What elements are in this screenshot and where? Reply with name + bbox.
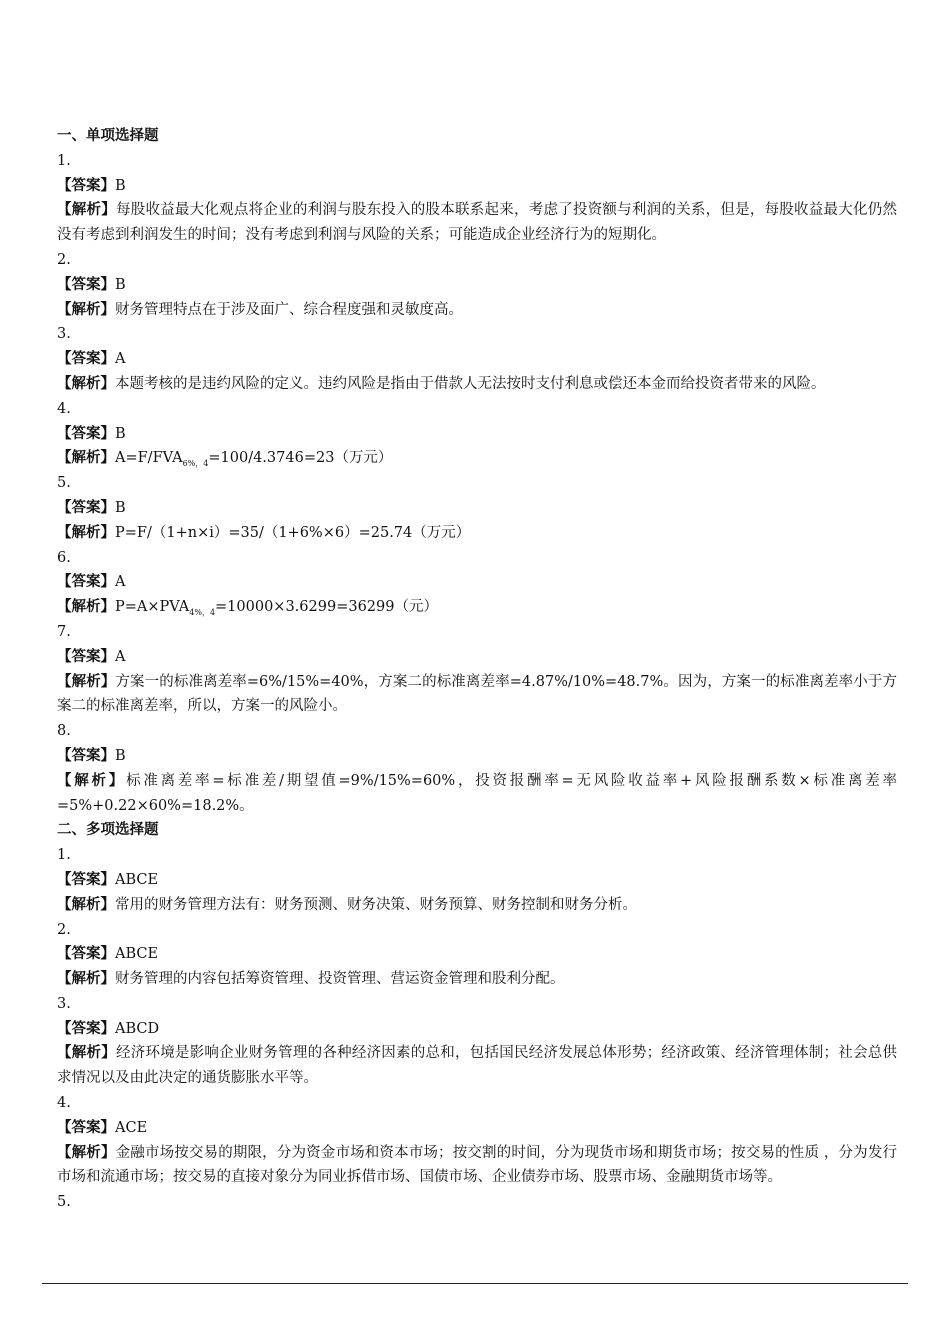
answer-label: 【答案】 <box>57 276 115 293</box>
answer-label: 【答案】 <box>57 177 115 194</box>
analysis-label: 【解析】 <box>57 202 116 219</box>
analysis-label: 【解析】 <box>57 772 127 789</box>
analysis-label: 【解析】 <box>57 1045 116 1062</box>
question-number: 7. <box>57 623 71 640</box>
formula-subscript: 6%，4 <box>182 459 209 469</box>
analysis-line <box>57 521 897 546</box>
analysis-line <box>57 298 897 323</box>
answer-label: 【答案】 <box>57 1119 115 1136</box>
analysis-line <box>57 446 897 471</box>
analysis-line <box>57 893 897 918</box>
answer-value: A <box>115 351 126 368</box>
answer-value: ABCD <box>115 1020 160 1037</box>
answer-line <box>57 570 897 595</box>
answer-line <box>57 645 897 670</box>
analysis-text: 标准离差率=标准差/期望值=9%/15%=60%，投资报酬率=无风险收益率+风险报酬系数×标准离差率=5%+0.22×60%=18.2%。 <box>57 772 898 814</box>
analysis-label: 【解析】 <box>57 896 115 913</box>
question-number: 2. <box>57 921 71 938</box>
question-number: 8. <box>57 723 71 740</box>
answer-value: ABCE <box>115 871 159 888</box>
answer-value: ABCE <box>115 946 159 963</box>
formula-subscript: 4%，4 <box>189 608 216 618</box>
question-number: 1. <box>57 847 71 864</box>
answer-label: 【答案】 <box>57 946 115 963</box>
answer-line <box>57 422 897 447</box>
answer-value: ACE <box>115 1119 148 1136</box>
analysis-label: 【解析】 <box>57 599 115 616</box>
analysis-text: 经济环境是影响企业财务管理的各种经济因素的总和，包括国民经济发展总体形势；经济政策、经济管理体制；社会总供求情况以及由此决定的通货膨胀水平等。 <box>57 1045 897 1087</box>
answer-line <box>57 744 897 769</box>
section-title-multiple-choice: 二、多项选择题 <box>57 822 159 839</box>
answer-line <box>57 347 897 372</box>
analysis-line <box>57 1041 897 1091</box>
analysis-line <box>57 595 897 620</box>
analysis-label: 【解析】 <box>57 375 115 392</box>
answer-label: 【答案】 <box>57 425 115 442</box>
answer-value: B <box>115 276 126 293</box>
answer-line <box>57 174 897 199</box>
answer-value: A <box>115 648 126 665</box>
answer-line <box>57 942 897 967</box>
analysis-text: 方案一的标准离差率=6%/15%=40%，方案二的标准离差率=4.87%/10%=48.7%。因为，方案一的标准离差率小于方案二的标准离差率，所以，方案一的风险小。 <box>57 673 897 715</box>
answer-value: B <box>115 499 126 516</box>
answer-label: 【答案】 <box>57 648 115 665</box>
analysis-line <box>57 198 897 248</box>
question-number: 5. <box>57 1194 71 1211</box>
analysis-text: 财务管理的内容包括筹资管理、投资管理、营运资金管理和股利分配。 <box>115 971 565 988</box>
answer-value: B <box>115 425 126 442</box>
analysis-label: 【解析】 <box>57 450 115 467</box>
question-number: 5. <box>57 475 71 492</box>
answer-value: B <box>115 747 126 764</box>
analysis-line <box>57 769 897 819</box>
answer-line <box>57 1116 897 1141</box>
question-number: 2. <box>57 251 71 268</box>
analysis-label: 【解析】 <box>57 971 115 988</box>
analysis-text: 本题考核的是违约风险的定义。违约风险是指由于借款人无法按时支付利息或偿还本金而给投资者带来的风险。 <box>115 375 826 392</box>
section-title-single-choice: 一、单项选择题 <box>57 128 159 144</box>
answer-label: 【答案】 <box>57 574 115 591</box>
formula-text: A=F/FVA <box>115 450 183 467</box>
formula-result: =100/4.3746=23（万元） <box>208 450 393 467</box>
answer-label: 【答案】 <box>57 1020 115 1037</box>
answer-label: 【答案】 <box>57 351 115 368</box>
analysis-text: 财务管理特点在于涉及面广、综合程度强和灵敏度高。 <box>115 301 463 318</box>
analysis-line <box>57 1141 897 1191</box>
answer-line <box>57 868 897 893</box>
analysis-text: 常用的财务管理方法有：财务预测、财务决策、财务预算、财务控制和财务分析。 <box>115 896 637 913</box>
question-number: 4. <box>57 1095 71 1112</box>
analysis-label: 【解析】 <box>57 524 115 541</box>
analysis-label: 【解析】 <box>57 301 115 318</box>
answer-value: B <box>115 177 126 194</box>
analysis-line <box>57 967 897 992</box>
formula-text: P=A×PVA <box>115 599 190 616</box>
analysis-label: 【解析】 <box>57 1144 116 1161</box>
analysis-text: P=F/（1+n×i）=35/（1+6%×6）=25.74（万元） <box>115 524 471 541</box>
question-number: 3. <box>57 995 71 1012</box>
document-body <box>57 124 897 1215</box>
analysis-label: 【解析】 <box>57 673 116 690</box>
formula-result: =10000×3.6299=36299（元） <box>215 599 438 616</box>
analysis-line <box>57 372 897 397</box>
answer-line <box>57 1017 897 1042</box>
analysis-line <box>57 670 897 720</box>
answer-label: 【答案】 <box>57 499 115 516</box>
answer-label: 【答案】 <box>57 747 115 764</box>
answer-line <box>57 496 897 521</box>
question-number: 6. <box>57 549 71 566</box>
analysis-text: 金融市场按交易的期限，分为资金市场和资本市场；按交割的时间，分为现货市场和期货市场；按交易的性质 ，分为发行市场和流通市场；按交易的直接对象分为同业拆借市场、国债市场、企业债券市场、股票市场、金融期货市场等。 <box>57 1144 897 1186</box>
question-number: 1. <box>57 152 71 169</box>
question-number: 4. <box>57 400 71 417</box>
answer-value: A <box>115 574 126 591</box>
answer-label: 【答案】 <box>57 871 115 888</box>
analysis-text: 每股收益最大化观点将企业的利润与股东投入的股本联系起来，考虑了投资额与利润的关系，但是，每股收益最大化仍然没有考虑到利润发生的时间；没有考虑到利润与风险的关系；可能造成企业经济行为的短期化。 <box>57 202 897 244</box>
question-number: 3. <box>57 326 71 343</box>
answer-line <box>57 273 897 298</box>
footer-divider <box>42 1283 908 1284</box>
